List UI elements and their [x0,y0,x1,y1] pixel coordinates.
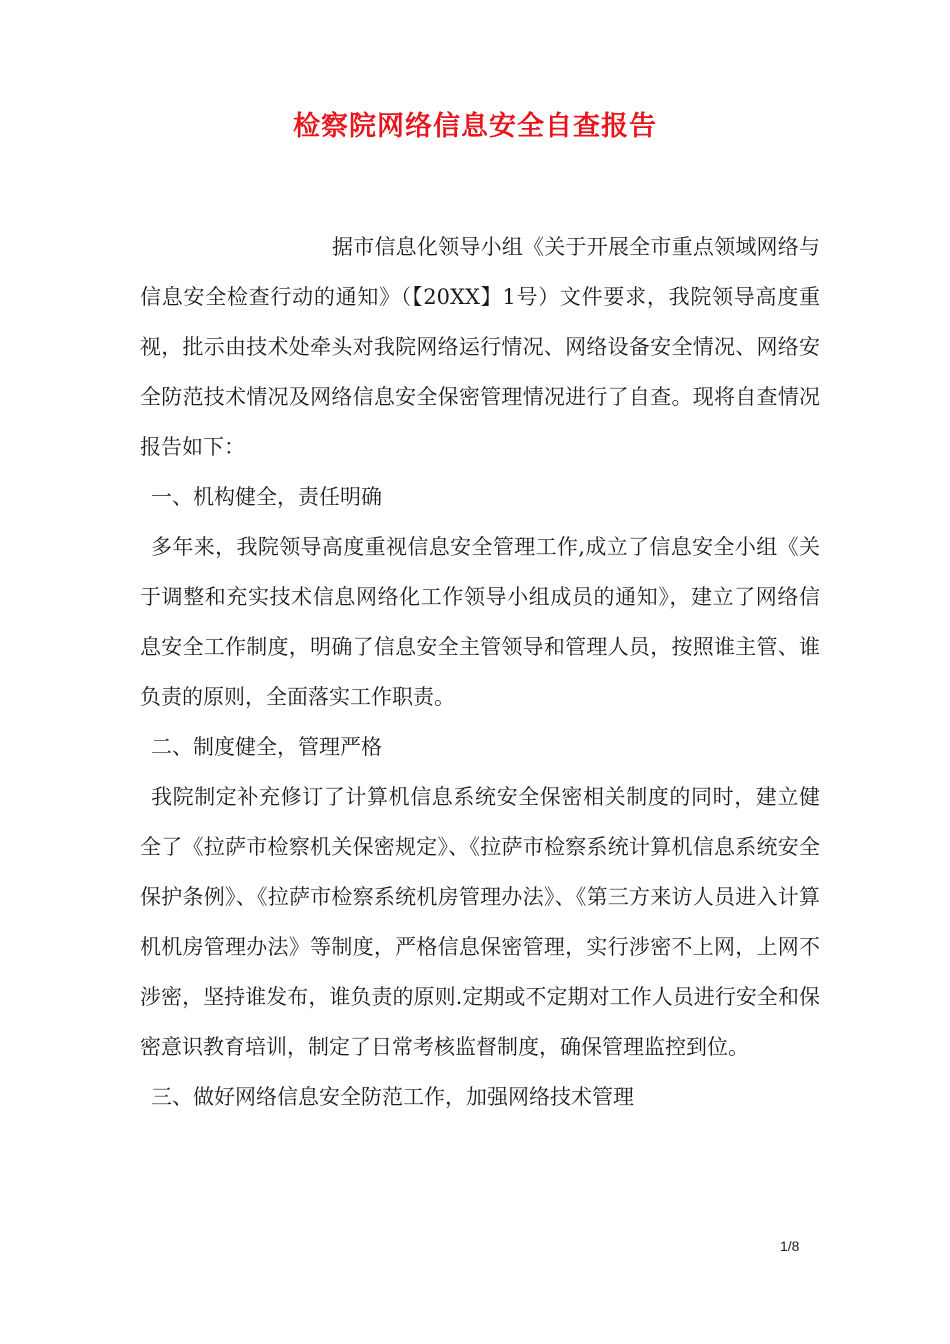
section-heading-3: 三、做好网络信息安全防范工作，加强网络技术管理 [151,1085,634,1109]
section-paragraph-1: 多年来，我院领导高度重视信息安全管理工作,成立了信息安全小组《关于调整和充实技术信息网络化工作领导小组成员的通知》，建立了网络信息安全工作制度，明确了信息安全主管领导和管理人员，按照谁主管、谁负责的原则，全面落实工作职责。 [140,535,820,709]
intro-paragraph: 据市信息化领导小组《关于开展全市重点领域网络与信息安全检查行动的通知》（【20XX】1号）文件要求，我院领导高度重视，批示由技术处牵头对我院网络运行情况、网络设备安全情况、网络安全防范技术情况及网络信息安全保密管理情况进行了自查。现将自查情况报告如下： [140,235,820,459]
section-heading-2: 二、制度健全，管理严格 [151,735,382,759]
section-heading-1: 一、机构健全，责任明确 [151,485,382,509]
document-title: 检察院网络信息安全自查报告 [293,111,657,142]
page-number: 1/8 [780,1238,800,1254]
document-body [140,222,820,1122]
section-paragraph-2: 我院制定补充修订了计算机信息系统安全保密相关制度的同时，建立健全了《拉萨市检察机关保密规定》、《拉萨市检察系统计算机信息系统安全保护条例》、《拉萨市检察系统机房管理办法》、《第三方来访人员进入计算机机房管理办法》等制度，严格信息保密管理，实行涉密不上网，上网不涉密，坚持谁发布，谁负责的原则.定期或不定期对工作人员进行安全和保密意识教育培训，制定了日常考核监督制度，确保管理监控到位。 [140,785,820,1059]
